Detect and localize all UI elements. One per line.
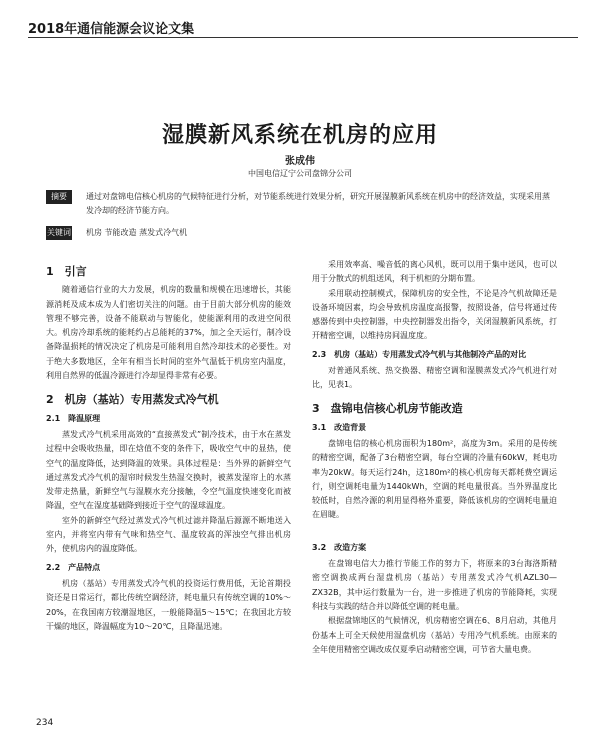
section-heading: 3 盘锦电信核心机房节能改造 — [312, 402, 463, 416]
subsection-heading: 3.2 改造方案 — [312, 542, 367, 552]
subsection-heading: 3.1 改造背景 — [312, 422, 367, 432]
paragraph: 采用联动控制模式，保障机房的安全性，不论是冷气机故障还是设备环境因素，均会导致机房温度高报警，按照设备，信号将通过传感器传到中央控制器，中央控制器发出指令，关闭湿膜新风系统，打开精密空调，以维持房间温度度。 — [312, 288, 557, 341]
subsection-heading: 2.2 产品特点 — [46, 562, 101, 572]
article-title: 湿膜新风系统在机房的应用 — [161, 123, 438, 148]
page-number: 234 — [36, 718, 54, 728]
affiliation: 中国电信辽宁公司盘锦分公司 — [248, 169, 352, 178]
paragraph: 根据盘锦地区的气候情况，机房精密空调在6、8月启动，其他月份基本上可全天候使用湿盘机房（基站）专用冷气机系统。由原来的全年使用精密空调改成仅夏季启动精密空调，可节省大量电费。 — [312, 616, 557, 654]
abstract-text: 通过对盘锦电信核心机房的气候特征进行分析，对节能系统进行效果分析，研究开展湿膜新风系统在机房中的经济效益，实现采用蒸发冷却的经济节能方向。 — [86, 192, 550, 215]
keywords-label: 关键词 — [46, 226, 72, 240]
author: 张成伟 — [285, 156, 315, 167]
subsection-heading: 2.3 机房（基站）专用蒸发式冷气机与其他制冷产品的对比 — [312, 349, 527, 359]
left-column — [46, 255, 291, 634]
abstract-label: 摘要 — [46, 190, 72, 204]
paragraph: 随着通信行业的大力发展，机房的数量和规模在迅速增长，其能源消耗及成本成为人们密切关注的问题。由于目前大部分机房的能效管理不够完善，设备不能联动与智能化，使能源利用的改进空间很大。机房冷却系统的能耗约占总能耗的37%，加之全天运行，制冷设备降温损耗的情况决定了机房是可能利用自然冷却技术的必要性。对于绝大多数地区，全年有相当长时间的室外气温低于机房室内温度，利用自然界的低温冷源进行冷却显得非常有必要。 — [46, 285, 291, 381]
paragraph: 采用效率高、噪音低的离心风机，既可以用于集中送风，也可以用于分散式的机组送风，利于机柜的分期布置。 — [312, 260, 557, 284]
header-rule — [28, 37, 578, 38]
section-heading: 2 机房（基站）专用蒸发式冷气机 — [46, 393, 219, 407]
subsection-heading: 2.1 降温原理 — [46, 413, 101, 423]
keywords-text: 机房 节能改造 蒸发式冷气机 — [86, 228, 188, 237]
section-heading: 1 引言 — [46, 265, 87, 278]
paragraph: 机房（基站）专用蒸发式冷气机的投资运行费用低，无论首期投资还是日常运行，都比传统空调经济，耗电量只有传统空调的10%～20%，在我国南方较潮湿地区，一般能降温5～15℃；在我国北方较干燥的地区，降温幅度为10～20℃，且降温迅速。 — [46, 578, 291, 631]
paragraph: 在盘锦电信大力推行节能工作的努力下，将原来的3台海洛斯精密空调换成两台湿盘机房（基站）专用蒸发式冷气机AZL30—ZX32B，其中运行数量为一台，进一步推进了机房的节能降耗，实现科技与实践的结合并以降低空调的耗电量。 — [312, 559, 557, 611]
paragraph: 蒸发式冷气机采用高效的“直接蒸发式”制冷技术，由于水在蒸发过程中会吸收热量，即在焓值不变的条件下，吸收空气中的显热，使空气的温度降低，达到降温的效果。具体过程是：当外界的新鲜空气通过蒸发式冷气机的湿帘时候发生热湿交换时，被蒸发湿帘上的水蒸发带走热量，新鲜空气与湿膜水充分接触，令空气温度快速变化而被降温，空气在湿度基础降到接近于空气的湿球温度。 — [46, 429, 291, 511]
paragraph: 盘锦电信的核心机房面积为180m²，高度为3m。采用的是传统的精密空调，配备了3台精密空调，每台空调的冷量有60kW，耗电功率为20kW。每天运行24h，这180m²的核心机房每天都耗费空调运行，则空调耗电量为1440kWh，空调的耗电量很高。当外界温度比较低时，自然冷源的利用显得格外重要，降低该机房的空调耗电量迫在眉睫。 — [312, 438, 557, 520]
right-column — [312, 258, 557, 657]
paragraph: 对普通风系统、热交换器、精密空调和湿膜蒸发式冷气机进行对比，见表1。 — [312, 365, 557, 390]
paragraph: 室外的新鲜空气经过蒸发式冷气机过滤并降温后源源不断地送入室内，并将室内带有气味和热空气、温度较高的浑浊空气排出机房外，使机房内的温度降低。 — [46, 515, 291, 554]
running-head: 2018年通信能源会议论文集 — [28, 22, 195, 37]
